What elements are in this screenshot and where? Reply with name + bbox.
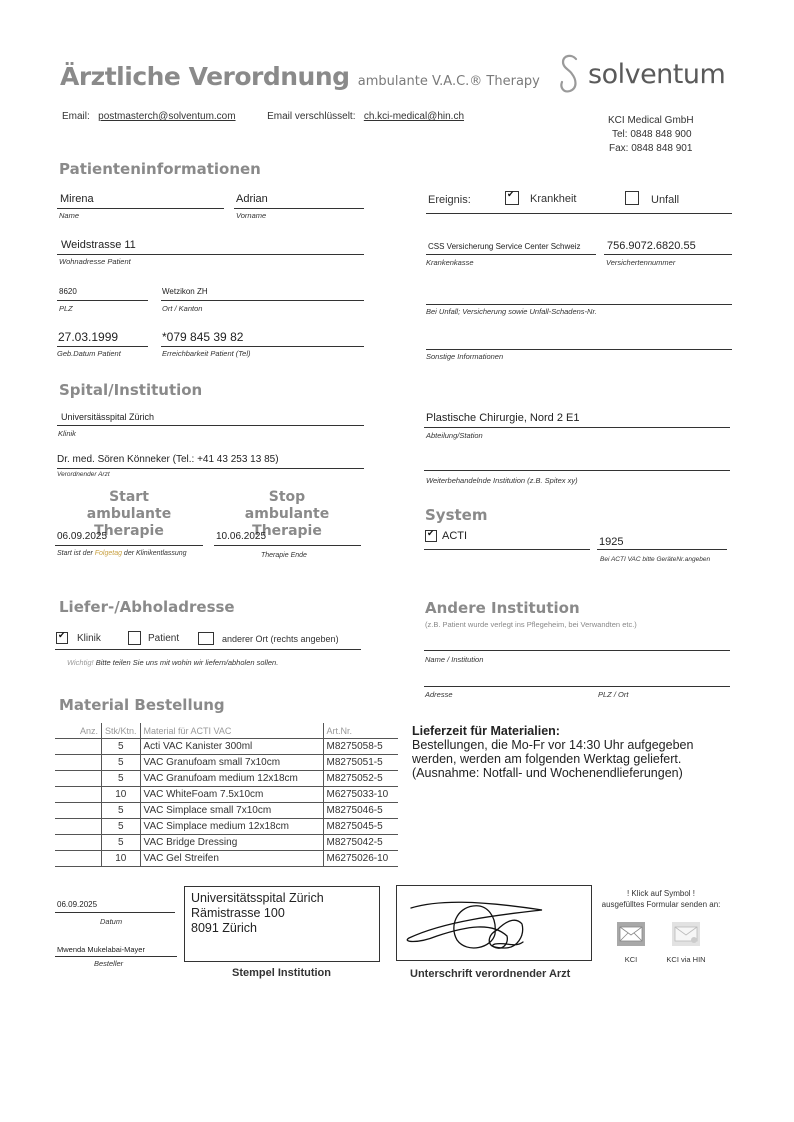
company-fax: Fax: 0848 848 901 <box>609 143 693 154</box>
stop-date-label: Therapie Ende <box>261 552 307 559</box>
datum-label: Datum <box>100 917 123 926</box>
stop-title-line1: Stop <box>268 489 306 505</box>
start-date-field[interactable] <box>55 530 203 546</box>
artnr-cell: M8275045-5 <box>323 819 398 835</box>
liefer-anderer-checkbox[interactable] <box>198 632 214 645</box>
material-cell: VAC Simplace small 7x10cm <box>140 803 323 819</box>
stamp-line1: Universitätsspital Zürich <box>191 891 324 905</box>
section-title-system: System <box>425 506 488 524</box>
stamp-box <box>184 886 380 962</box>
start-date-label <box>57 550 187 557</box>
material-row <box>55 803 398 819</box>
material-row <box>55 819 398 835</box>
artnr-cell: M8275046-5 <box>323 803 398 819</box>
sonstige-field[interactable] <box>426 335 732 350</box>
andere-subtitle: (z.B. Patient wurde verlegt ins Pflegeheim, bei Verwandten etc.) <box>425 620 637 629</box>
abteilung-label: Abteilung/Station <box>426 431 483 440</box>
arzt-field[interactable] <box>57 452 364 469</box>
krankheit-checkbox[interactable] <box>505 191 519 205</box>
sonstige-label: Sonstige Informationen <box>426 352 504 361</box>
material-cell: VAC Granufoam small 7x10cm <box>140 755 323 771</box>
artnr-cell: M8275052-5 <box>323 771 398 787</box>
stk-cell: 5 <box>102 819 141 835</box>
stamp-label: Stempel Institution <box>232 967 331 979</box>
liefer-klinik-checkbox[interactable] <box>56 632 68 644</box>
solventum-logo-icon <box>558 54 582 94</box>
artnr-cell: M8275042-5 <box>323 835 398 851</box>
stk-cell: 10 <box>102 851 141 867</box>
datum-field[interactable] <box>55 899 175 913</box>
lieferzeit-line1: Bestellungen, die Mo-Fr vor 14:30 Uhr aufgegeben <box>412 738 694 752</box>
krankenkasse-value: CSS Versicherung Service Center Schweiz <box>428 242 581 251</box>
name-value: Mirena <box>60 193 94 205</box>
besteller-field[interactable] <box>55 943 177 957</box>
lieferzeit-title: Lieferzeit für Materialien: <box>412 724 560 738</box>
klinik-field[interactable] <box>57 410 364 426</box>
ort-field[interactable] <box>161 286 364 301</box>
stk-cell: 5 <box>102 835 141 851</box>
send-kci-hin-button[interactable] <box>662 922 710 964</box>
form-title-main: Ärztliche Verordnung <box>60 62 350 91</box>
telefon-field[interactable] <box>161 330 364 347</box>
start-title-line2: ambulante Therapie <box>86 506 172 539</box>
company-name: KCI Medical GmbH <box>608 115 694 126</box>
material-row <box>55 739 398 755</box>
material-row <box>55 771 398 787</box>
stop-date-field[interactable] <box>214 530 361 546</box>
liefer-klinik-label: Klinik <box>77 633 101 644</box>
versichertennummer-value: 756.9072.6820.55 <box>607 240 696 252</box>
anz-cell[interactable] <box>55 771 102 787</box>
geburtsdatum-label: Geb.Datum Patient <box>57 349 121 358</box>
material-cell: VAC Granufoam medium 12x18cm <box>140 771 323 787</box>
stamp-line2: Rämistrasse 100 <box>191 906 285 920</box>
andere-name-field[interactable] <box>424 640 730 651</box>
besteller-value: Mwenda Mukelabai-Mayer <box>57 945 145 954</box>
besteller-label: Besteller <box>94 959 124 968</box>
unfall-info-label: Bei Unfall; Versicherung sowie Unfall-Schadens-Nr. <box>426 307 597 316</box>
liefer-hint-text: Bitte teilen Sie uns mit wohin wir liefern/abholen sollen. <box>95 658 279 667</box>
anz-cell[interactable] <box>55 835 102 851</box>
anz-cell[interactable] <box>55 787 102 803</box>
header-stk: Stk/Ktn. <box>102 723 141 739</box>
datum-value: 06.09.2025 <box>57 900 98 909</box>
stk-cell: 5 <box>102 803 141 819</box>
vorname-field[interactable] <box>234 192 364 209</box>
geburtsdatum-value: 27.03.1999 <box>58 330 119 344</box>
material-row <box>55 851 398 867</box>
start-label-pre: Start ist der <box>57 550 95 557</box>
material-cell: VAC Bridge Dressing <box>140 835 323 851</box>
section-title-liefer: Liefer-/Abholadresse <box>59 598 235 616</box>
lieferzeit-info <box>412 724 693 780</box>
acti-label: ACTI <box>442 530 468 542</box>
ereignis-label: Ereignis: <box>428 194 471 206</box>
liefer-hint <box>67 658 278 667</box>
email-encrypted-label: Email verschlüsselt: <box>267 111 356 122</box>
klinik-value: Universitässpital Zürich <box>61 412 155 422</box>
signature-box <box>396 885 592 961</box>
section-title-andere: Andere Institution <box>425 599 580 617</box>
telefon-label: Erreichbarkeit Patient (Tel) <box>162 349 251 358</box>
wohnadresse-value: Weidstrasse 11 <box>61 239 136 251</box>
versichertennummer-label: Versichertennummer <box>606 258 676 267</box>
material-cell: VAC WhiteFoam 7.5x10cm <box>140 787 323 803</box>
signature-scribble <box>397 886 593 962</box>
ort-value: Wetzikon ZH <box>162 287 208 296</box>
plz-label: PLZ <box>59 304 73 313</box>
stamp-line3: 8091 Zürich <box>191 921 258 935</box>
start-title-line1: Start <box>109 489 149 505</box>
section-title-material: Material Bestellung <box>59 696 225 714</box>
ort-label: Ort / Kanton <box>162 304 203 313</box>
material-cell: VAC Simplace medium 12x18cm <box>140 819 323 835</box>
email-link[interactable]: postmasterch@solventum.com <box>98 111 236 122</box>
send-kci-hin-label: KCI via HIN <box>666 955 706 964</box>
klinik-label: Klinik <box>58 429 76 438</box>
geraet-value: 1925 <box>599 536 624 548</box>
andere-adresse-label: Adresse <box>425 690 453 699</box>
artnr-cell: M6275026-10 <box>323 851 398 867</box>
arzt-value: Dr. med. Sören Könneker (Tel.: +41 43 253 13 85) <box>57 454 279 465</box>
liefer-patient-label: Patient <box>148 633 180 644</box>
form-subtitle: ambulante V.A.C.® Therapy <box>357 74 540 89</box>
anz-cell[interactable] <box>55 739 102 755</box>
header-artnr: Art.Nr. <box>323 723 398 739</box>
anz-cell[interactable] <box>55 819 102 835</box>
acti-checkbox[interactable] <box>425 530 437 542</box>
liefer-patient-checkbox[interactable] <box>128 631 141 645</box>
stk-cell: 5 <box>102 755 141 771</box>
header-anz: Anz. <box>55 723 102 739</box>
artnr-cell: M8275051-5 <box>323 755 398 771</box>
geraet-field[interactable] <box>597 533 727 550</box>
material-row <box>55 835 398 851</box>
form-title <box>60 62 540 91</box>
stop-title-line2: ambulante Therapie <box>244 506 330 539</box>
liefer-options <box>55 629 361 650</box>
logo-text: solventum <box>588 58 726 90</box>
start-label-post: der Klinikentlassung <box>121 550 187 557</box>
stop-date-value: 10.06.2025 <box>216 531 267 542</box>
andere-plz-label: PLZ / Ort <box>598 690 629 699</box>
vorname-label: Vorname <box>236 211 267 220</box>
signature-label: Unterschrift verordnender Arzt <box>410 968 571 980</box>
ereignis-row <box>426 188 732 214</box>
weiter-field[interactable] <box>424 456 730 471</box>
material-table-header <box>55 723 398 739</box>
wohnadresse-label: Wohnadresse Patient <box>59 257 131 266</box>
plz-value: 8620 <box>59 287 77 296</box>
material-row <box>55 755 398 771</box>
stk-cell: 5 <box>102 739 141 755</box>
plz-field[interactable] <box>57 286 148 301</box>
company-tel: Tel: 0848 848 900 <box>612 129 692 140</box>
stk-cell: 5 <box>102 771 141 787</box>
solventum-logo <box>558 54 725 94</box>
send-line1: ! Klick auf Symbol ! <box>626 889 696 898</box>
start-label-highlight: Folgetag <box>94 550 122 557</box>
telefon-value: *079 845 39 82 <box>162 330 244 344</box>
krankenkasse-field[interactable] <box>426 240 596 255</box>
material-row <box>55 787 398 803</box>
anz-cell[interactable] <box>55 803 102 819</box>
unfall-checkbox[interactable] <box>625 191 639 205</box>
lieferzeit-line3: (Ausnahme: Notfall- und Wochenendlieferungen) <box>412 766 683 780</box>
geraet-label: Bei ACTI VAC bitte GeräteNr.angeben <box>600 556 711 563</box>
mail-hin-icon <box>672 922 700 946</box>
arzt-label: Verordnender Arzt <box>57 471 110 478</box>
stk-cell: 10 <box>102 787 141 803</box>
andere-name-label: Name / Institution <box>425 655 484 664</box>
acti-row <box>424 527 590 550</box>
anz-cell[interactable] <box>55 851 102 867</box>
send-kci-label: KCI <box>624 955 638 964</box>
section-title-spital: Spital/Institution <box>59 381 203 399</box>
header-material: Material für ACTI VAC <box>140 723 323 739</box>
send-kci-button[interactable] <box>615 922 647 964</box>
abteilung-field[interactable] <box>424 410 730 428</box>
artnr-cell: M6275033-10 <box>323 787 398 803</box>
abteilung-value: Plastische Chirurgie, Nord 2 E1 <box>426 412 580 424</box>
geburtsdatum-field[interactable] <box>57 330 148 347</box>
vorname-value: Adrian <box>236 193 268 205</box>
artnr-cell: M8275058-5 <box>323 739 398 755</box>
unfall-label: Unfall <box>651 194 680 206</box>
name-label: Name <box>59 211 80 220</box>
mail-icon <box>617 922 645 946</box>
krankheit-label: Krankheit <box>530 193 577 205</box>
start-date-value: 06.09.2025 <box>57 531 108 542</box>
lieferzeit-line2: werden, werden am folgenden Werktag geliefert. <box>412 752 682 766</box>
send-section <box>596 888 726 910</box>
email-label: Email: <box>62 111 90 122</box>
wohnadresse-field[interactable] <box>57 238 364 255</box>
anz-cell[interactable] <box>55 755 102 771</box>
versichertennummer-field[interactable] <box>604 238 732 255</box>
material-cell: Acti VAC Kanister 300ml <box>140 739 323 755</box>
section-title-patient: Patienteninformationen <box>59 160 261 178</box>
company-info <box>608 114 694 156</box>
liefer-hint-highlight: Wichtig! <box>67 658 96 667</box>
material-cell: VAC Gel Streifen <box>140 851 323 867</box>
name-field[interactable] <box>57 192 224 209</box>
email-row <box>62 111 464 122</box>
weiter-label: Weiterbehandelnde Institution (z.B. Spitex xy) <box>426 476 578 485</box>
andere-adresse-field[interactable] <box>424 676 730 687</box>
email-encrypted-link[interactable]: ch.kci-medical@hin.ch <box>363 111 465 122</box>
unfall-info-field[interactable] <box>426 290 732 305</box>
material-table <box>55 723 398 867</box>
send-line2: ausgefülltes Formular senden an: <box>601 900 721 909</box>
krankenkasse-label: Krankenkasse <box>426 258 474 267</box>
liefer-anderer-label: anderer Ort (rechts angeben) <box>222 634 339 644</box>
